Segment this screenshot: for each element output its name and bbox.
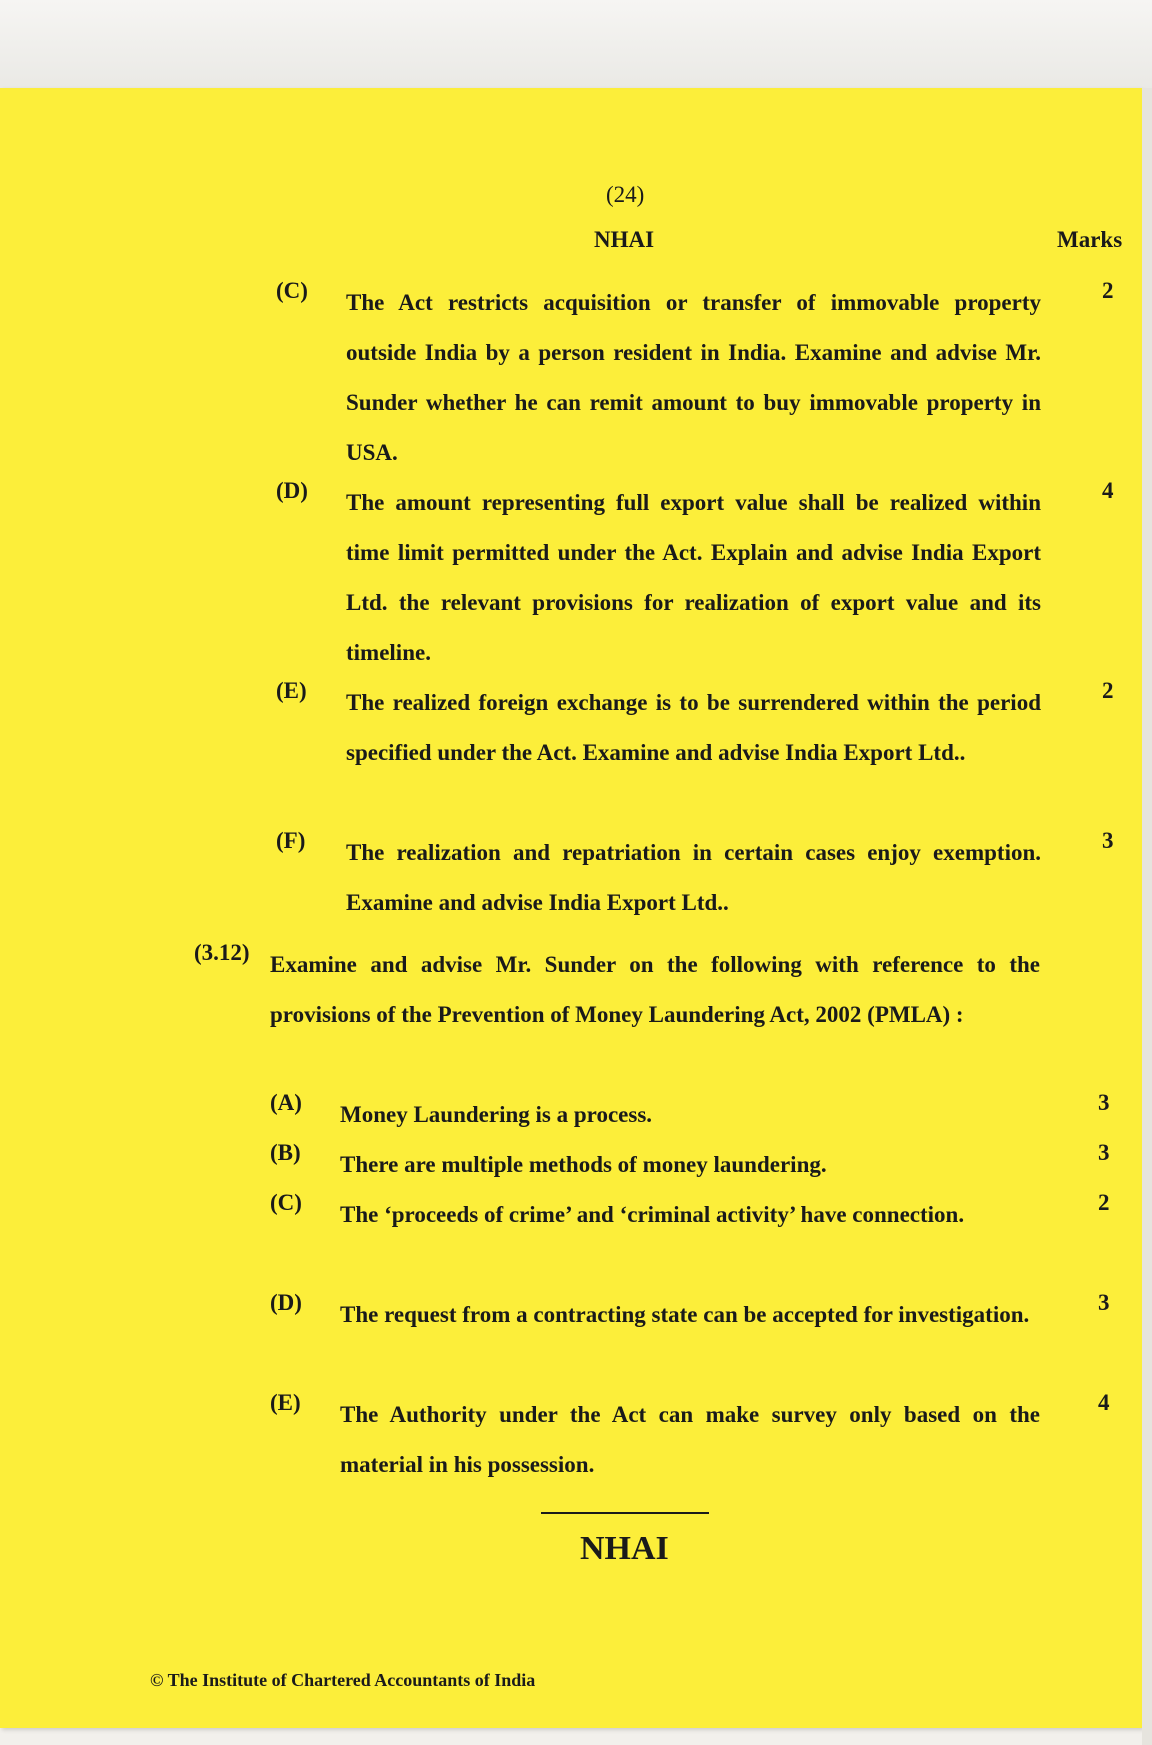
copyright-notice: © The Institute of Chartered Accountants of India xyxy=(150,1670,536,1690)
subitem-text: The ‘proceeds of crime’ and ‘criminal activity’ have connection. xyxy=(340,1202,965,1227)
scan-right-edge xyxy=(1142,88,1152,1745)
item-marks: 4 xyxy=(1102,478,1114,503)
question-text: Examine and advise Mr. Sunder on the following with reference to the provisions of the Prevention of Money Laundering Act, 2002 (PMLA) : xyxy=(270,952,1040,1027)
question-number: (3.12) xyxy=(194,940,250,965)
subitem-marks: 3 xyxy=(1098,1140,1110,1165)
footer-title: NHAI xyxy=(580,1530,669,1567)
item-text: The realized foreign exchange is to be surrendered within the period specified under the Act. Examine and advise India Export Ltd.. xyxy=(346,690,1041,765)
subitem-text: The Authority under the Act can make survey only based on the material in his possession. xyxy=(340,1402,1040,1477)
subitem-label: (E) xyxy=(270,1390,301,1415)
footer-rule xyxy=(541,1512,709,1514)
marks-header: Marks xyxy=(1057,227,1123,252)
item-label: (C) xyxy=(276,278,308,303)
subitem-label: (C) xyxy=(270,1190,302,1215)
item-text: The Act restricts acquisition or transfer of immovable property outside India by a person resident in India. Examine and advise Mr. Sunder whether he can remit amount to buy immovable property in USA. xyxy=(346,290,1041,465)
subitem-marks: 2 xyxy=(1098,1190,1110,1215)
subitem-marks: 4 xyxy=(1098,1390,1110,1415)
item-text: The amount representing full export value shall be realized within time limit permitted under the Act. Explain and advise India Export Ltd. the relevant provisions for realization of export value and its timeline. xyxy=(346,490,1041,665)
item-label: (D) xyxy=(276,478,308,503)
scan-top-margin xyxy=(0,0,1152,96)
item-label: (E) xyxy=(276,678,307,703)
item-marks: 2 xyxy=(1102,678,1114,703)
subitem-text: Money Laundering is a process. xyxy=(340,1102,653,1127)
subitem-label: (B) xyxy=(270,1140,301,1165)
subitem-marks: 3 xyxy=(1098,1090,1110,1115)
item-text: The realization and repatriation in certain cases enjoy exemption. Examine and advise India Export Ltd.. xyxy=(346,840,1041,915)
subitem-text: The request from a contracting state can be accepted for investigation. xyxy=(340,1302,1030,1327)
item-marks: 3 xyxy=(1102,828,1114,853)
item-marks: 2 xyxy=(1102,278,1114,303)
subitem-label: (A) xyxy=(270,1090,302,1115)
header-title: NHAI xyxy=(594,227,655,252)
item-label: (F) xyxy=(276,828,306,853)
subitem-text: There are multiple methods of money laundering. xyxy=(340,1152,827,1177)
subitem-marks: 3 xyxy=(1098,1290,1110,1315)
page-number: (24) xyxy=(606,182,645,207)
subitem-label: (D) xyxy=(270,1290,302,1315)
